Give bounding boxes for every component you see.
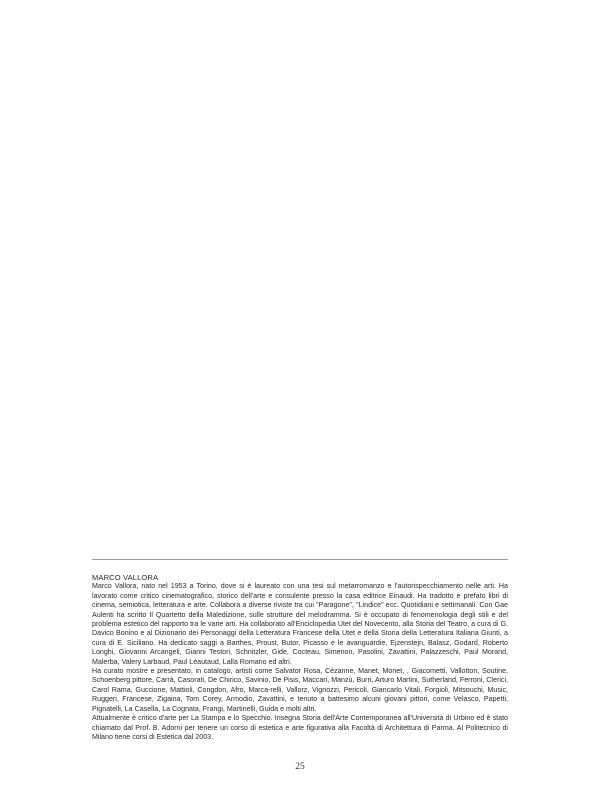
bio-paragraph-1: Marco Vallora, nato nel 1953 a Torino, dove si è laureato con una tesi sul metarromanzo e l'autorispecchiamento nelle arti. Ha lavorato come critico cinematografico, storico dell'arte e consulente presso la casa editrice Einaudi. Ha tradotto e prefato libri di cinema, semiotica, letteratura e arte. Collabora a diverse riviste tra cui "Paragone", "Lindice" ecc. Quotidiani e settimanali. Con Gae Aulenti ha scritto Il Quartetto della Maledizione, sulle strutture del melodramma. Si è occupato di fenomenologia degli stili e del problema estetico del rapporto tra le varie arti. Ha collaborato all'Enciclopedia Utet del Novecento, alla Storia del Teatro, a cura di G. Davico Bonino e al Dizionario dei Personaggi della Letteratura Francese della Utet e della Storia della Letteratura Italiana Giunti, a cura di E. Siciliano. Ha dedicato saggi a Barthes, Proust, Butor, Picasso e le avanguardie, Ejzenstejn, Balasz, Godard, Roberto Longhi, Giovanni Arcangeli, Gianni Testori, Schnitzler, Gide, Cocteau, Simenon, Pasolini, Zavattini, Palazzeschi, Paul Morand, Malerba, Valery Larbaud, Paul Léautaud, Lalla Romano ed altri. [92, 582, 508, 666]
bio-paragraph-3: Attualmente è critico d'arte per La Stampa e lo Specchio. Insegna Storia dell'Arte Contemporanea all'Università di Urbino ed è stato chiamato dal Prof. B. Adorni per tenere un corso di estetica e arte figurativa alla Facoltà di Architettura di Parma. Al Politecnico di Milano tiene corsi di Estetica dal 2003. [92, 714, 508, 741]
page-number: 25 [295, 762, 305, 772]
separator-rule [92, 559, 508, 560]
author-bio [92, 573, 508, 742]
author-name: MARCO VALLORA [92, 573, 159, 582]
bio-paragraph-2: Ha curato mostre e presentato, in catalogo, artisti come Salvator Rosa, Cézanne, Manet, Monet, , Giacometti, Vallotton, Soutine, Schoenberg pittore, Carrà, Casorati, De Chirico, Savinio, De Pisis, Maccari, Manzù, Burri, Arturo Martini, Sutherland, Ferroni, Clerici, Carol Rama, Guccione, Mattioli, Congdon, Afro, Marca-relli, Vallorz, Vignozzi, Pericoli, Giancarlo Vitali, Forgioli, Mitsouchi, Music, Ruggeri, Francese, Zigaina, Tom Corey, Armodio, Zavattini, e tenuto a battesimo alcuni giovani pittori, come Velasco, Papetti, Pignatelli, La Casella, La Cognata, Frangi, Martinelli, Guida e molti altri. [92, 667, 508, 713]
